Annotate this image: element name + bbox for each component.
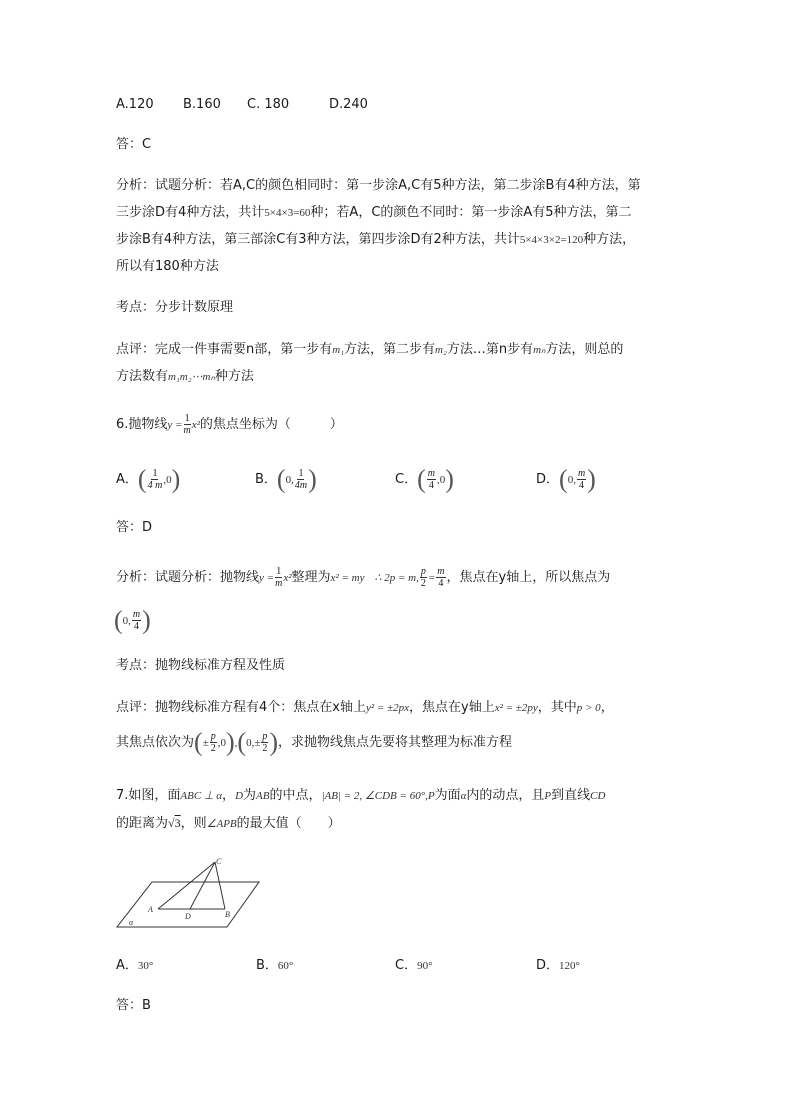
label-d: D <box>185 912 191 921</box>
paren-open: ( <box>237 727 247 757</box>
q6-option-a <box>116 464 181 494</box>
q5-kaodian: 考点：分步计数原理 <box>116 300 234 315</box>
denominator: 4m <box>294 480 308 491</box>
coordinate-pre: 0, <box>122 615 131 627</box>
q6-eq-x2my: x² = my <box>330 572 365 584</box>
coordinate-rest: ,0 <box>436 474 446 486</box>
fraction <box>420 566 427 589</box>
denominator: 4 m <box>147 480 163 491</box>
q6-analysis-text: 分析：试题分析：抛物线 <box>116 570 260 585</box>
option-value: 60° <box>277 960 294 972</box>
q5-option-b: B.160 <box>183 97 221 112</box>
q6-analysis-text: 整理为 <box>291 570 331 585</box>
option-label: B． <box>255 472 277 487</box>
q6-comment-eq3: p > 0 <box>576 702 601 714</box>
q6-comment-text: 点评：抛物线标准方程有4个：焦点在x轴上 <box>116 700 366 715</box>
option-label: A． <box>116 958 138 973</box>
segment-ac <box>158 862 215 909</box>
q6-comment-eq1: y² = ±2px <box>365 702 409 714</box>
label-b: B <box>225 910 230 919</box>
q6-answer: 答：D <box>116 520 153 535</box>
sqrt-3: √3 <box>168 816 181 830</box>
fraction <box>132 609 141 632</box>
zero: 0 <box>220 737 226 749</box>
paren-close: ) <box>142 605 151 635</box>
q7-geometry-figure <box>112 855 267 935</box>
q5-comment-text: 种方法 <box>214 369 254 384</box>
q7-stem-text: 内的动点，且 <box>466 788 545 803</box>
paren-open: ( <box>114 605 123 635</box>
paren-close: ) <box>225 727 235 757</box>
paren-close: ) <box>171 464 181 494</box>
q6-stem-x2: x² <box>191 419 200 431</box>
label-a: A <box>148 905 153 914</box>
q6-comment-text: ，其中 <box>537 700 577 715</box>
q5-m1: m₁ <box>332 344 345 356</box>
q6-stem <box>116 413 343 436</box>
q6-comment-text: 其焦点依次为 <box>116 735 195 750</box>
q6-eq-y: y = <box>259 572 275 584</box>
denominator: m <box>275 578 283 589</box>
denominator: 4 <box>438 578 444 589</box>
q5-option-a: A.120 <box>116 97 154 112</box>
q5-comment-text: 方法…第n步有 <box>446 342 534 357</box>
q5-analysis-text: 步涂B有4种方法，第三部涂C有3种方法，第四步涂D有2种方法，共计 <box>116 232 520 247</box>
q5-formula-120: 5×4×3×2=120 <box>519 234 584 246</box>
q6-eq-2pm: ∴ 2p = m, <box>374 572 419 584</box>
q7-stem-text: ， <box>222 788 236 803</box>
denominator: m <box>183 425 191 436</box>
comma: , <box>234 737 238 749</box>
q7-stem-text: 为 <box>243 788 257 803</box>
q7-math: ∠APB <box>206 818 237 830</box>
q7-option-c <box>395 954 432 973</box>
q7-stem-text: 为面 <box>434 788 461 803</box>
q6-eq-equals: = <box>427 572 436 584</box>
q7-stem-text: ，则 <box>180 816 207 831</box>
q5-m2: m₂ <box>435 344 447 356</box>
q5-formula-60: 5×4×3=60 <box>264 207 311 219</box>
q5-comment-text: 方法，第二步有 <box>344 342 436 357</box>
numerator: 1 <box>184 413 190 424</box>
q7-math: P <box>427 790 435 802</box>
option-label: C． <box>395 958 418 973</box>
q6-comment-line-2 <box>116 727 513 757</box>
q6-stem-fraction <box>183 413 190 436</box>
q7-stem-line-2 <box>116 813 341 834</box>
q6-eq-x2: x² <box>283 572 292 584</box>
q7-math: P <box>544 790 552 802</box>
segment-bc <box>215 862 225 909</box>
q5-analysis-line-3 <box>116 230 635 250</box>
q7-math: |AB| = 2, ∠CDB = 60°, <box>321 790 428 802</box>
paren-close: ) <box>587 464 596 494</box>
fraction <box>275 566 282 589</box>
denominator: 2 <box>262 743 268 754</box>
option-label: B． <box>256 958 278 973</box>
q5-option-c: C. 180 <box>247 97 290 112</box>
q6-analysis-text: ，焦点在y轴上，所以焦点为 <box>446 570 611 585</box>
q6-option-c <box>395 464 454 494</box>
denominator: 4 <box>428 480 434 491</box>
q6-stem-text: 6.抛物线 <box>116 417 168 432</box>
option-label: D． <box>536 472 560 487</box>
numerator: 1 <box>298 468 304 479</box>
q7-stem-text: 的距离为 <box>116 816 169 831</box>
paren-open: ( <box>194 727 203 757</box>
option-value: 120° <box>559 960 580 972</box>
q5-comment-line-1 <box>116 340 623 360</box>
q6-stem-y: y = <box>167 419 183 431</box>
q7-math: CD <box>590 790 606 802</box>
denominator: 4 <box>579 480 585 491</box>
paren-open: ( <box>276 464 286 494</box>
q6-analysis-line-2 <box>114 605 151 635</box>
option-label: D． <box>536 958 560 973</box>
q5-analysis-line-2 <box>116 203 632 223</box>
fraction <box>577 468 586 491</box>
denominator: 4 <box>134 621 140 632</box>
option-value: 30° <box>137 960 154 972</box>
q7-stem-line-1 <box>116 786 605 806</box>
paren-close: ) <box>269 727 279 757</box>
label-c: C <box>216 857 222 866</box>
numerator: p <box>210 731 216 742</box>
denominator: 2 <box>210 743 216 754</box>
q7-math: ABC ⊥ α <box>180 790 223 802</box>
option-label: C． <box>395 472 418 487</box>
label-alpha: α <box>129 918 134 927</box>
option-value: 90° <box>417 960 433 972</box>
q7-stem-text: 的中点， <box>269 788 322 803</box>
paren-close: ) <box>308 464 317 494</box>
q6-option-d <box>536 464 596 494</box>
fraction <box>148 468 163 491</box>
q7-math: AB <box>256 790 270 802</box>
fraction <box>210 731 217 754</box>
comma: , <box>251 737 255 749</box>
q6-comment-eq2: x² = ±2py <box>494 702 538 714</box>
numerator: 1 <box>276 566 282 577</box>
numerator: m <box>437 566 445 577</box>
paren-open: ( <box>417 464 426 494</box>
q5-option-d: D.240 <box>329 97 368 112</box>
q5-comment-text: 方法，则总的 <box>545 342 624 357</box>
q7-stem-text: 的最大值（ ） <box>236 816 341 831</box>
numerator: 1 <box>152 468 158 479</box>
q7-math: D <box>235 790 244 802</box>
numerator: m <box>427 468 435 479</box>
numerator: p <box>420 566 426 577</box>
q7-stem-text: 到直线 <box>551 788 591 803</box>
fraction <box>436 566 445 589</box>
option-label: A． <box>116 472 138 487</box>
zero: 0 <box>246 737 252 749</box>
radicand: 3 <box>174 816 181 830</box>
q6-analysis-line-1 <box>116 566 610 589</box>
q6-comment-text: ，求抛物线焦点先要将其整理为标准方程 <box>278 735 513 750</box>
q7-option-a <box>116 954 153 973</box>
numerator: m <box>132 609 141 620</box>
q7-answer: 答：B <box>116 998 151 1013</box>
q6-option-b <box>255 464 317 494</box>
fraction <box>261 731 268 754</box>
q7-option-b <box>256 954 293 973</box>
q5-comment-line-2 <box>116 367 254 387</box>
coordinate-pre: 0, <box>285 474 294 486</box>
fraction <box>295 468 307 491</box>
q5-analysis-text: 种方法， <box>583 232 636 247</box>
q6-comment-text: ，焦点在y轴上 <box>409 700 495 715</box>
coordinate-pre: 0, <box>567 474 576 486</box>
paren-open: ( <box>137 464 147 494</box>
fraction <box>427 468 436 491</box>
paren-open: ( <box>559 464 568 494</box>
numerator: m <box>577 468 586 479</box>
denominator: 2 <box>420 578 426 589</box>
q5-comment-text: 点评：完成一件事需要n部，第一步有 <box>116 342 333 357</box>
q6-stem-text: 的焦点坐标为（ ） <box>199 417 343 432</box>
paren-close: ) <box>445 464 454 494</box>
plus-minus: ± <box>202 737 209 749</box>
q5-answer: 答：C <box>116 137 152 152</box>
plus-minus: ± <box>254 737 261 749</box>
q7-option-d <box>536 954 580 973</box>
q5-comment-text: 方法数有 <box>116 369 169 384</box>
q6-comment-text: ， <box>600 700 614 715</box>
segment-dc <box>190 862 215 909</box>
q7-stem-text: 7.如图，面 <box>116 788 181 803</box>
comma: , <box>217 737 221 749</box>
q5-analysis-line-4: 所以有180种方法 <box>116 259 219 274</box>
q6-kaodian: 考点：抛物线标准方程及性质 <box>116 658 286 673</box>
coordinate-rest: ,0 <box>163 474 172 486</box>
q5-analysis-line-1: 分析：试题分析：若A,C的颜色相同时：第一步涂A,C有5种方法，第二步涂B有4种方法，第 <box>116 178 641 193</box>
q6-comment-line-1 <box>116 698 614 718</box>
q5-product: m₁m₂⋯mₙ <box>168 371 215 383</box>
q7-math: α <box>460 790 467 802</box>
numerator: p <box>262 731 268 742</box>
q5-analysis-text: 种；若A，C的颜色不同时：第一步涂A有5种方法，第二 <box>310 205 632 220</box>
q5-mn: mₙ <box>533 344 546 356</box>
q5-analysis-text: 三步涂D有4种方法，共计 <box>116 205 265 220</box>
